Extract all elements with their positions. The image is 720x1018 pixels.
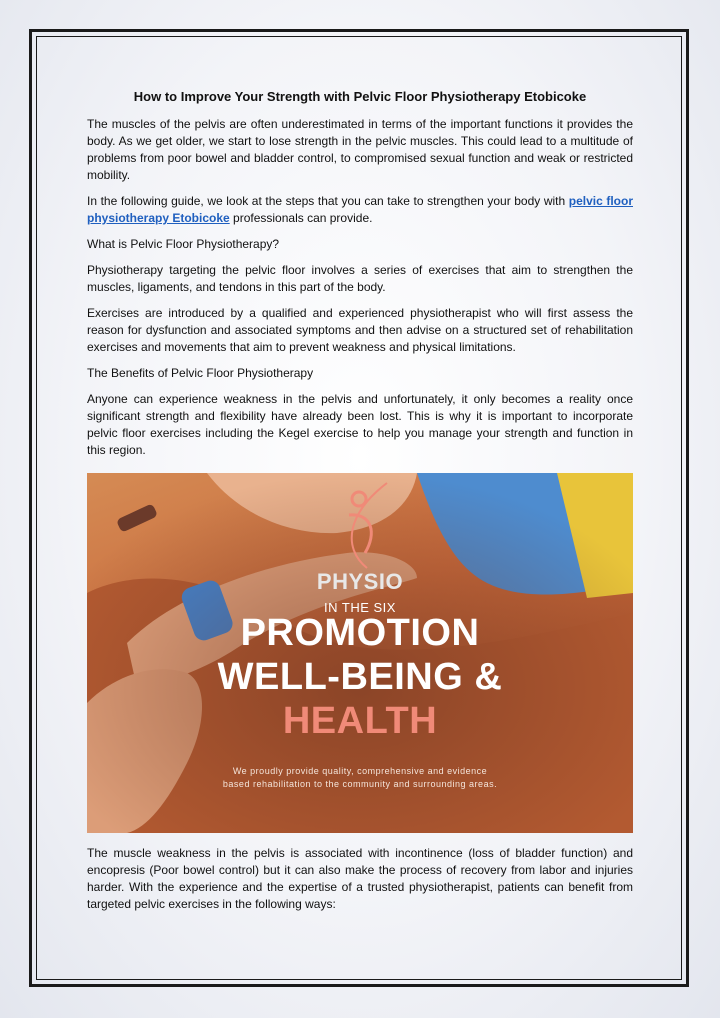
poster-line-promotion: PROMOTION <box>240 612 480 654</box>
paragraph-exercises: Exercises are introduced by a qualified and experienced physiotherapist who will first assess the reason for dysfunction and associated symptoms and then advise on a structured set of rehabilitation exercises and movements that aim to prevent weakness and physical limitations. <box>87 306 633 354</box>
guide-text-after: professionals can provide. <box>229 211 373 225</box>
promotion-poster-image <box>87 473 633 833</box>
paragraph-guide <box>87 193 633 227</box>
article <box>87 88 633 922</box>
heading-what-is: What is Pelvic Floor Physiotherapy? <box>87 237 280 251</box>
poster-tagline-1: We proudly provide quality, comprehensive and evidence <box>232 766 488 776</box>
article-title: How to Improve Your Strength with Pelvic Floor Physiotherapy Etobicoke <box>133 89 587 104</box>
paragraph-weakness: Anyone can experience weakness in the pelvis and unfortunately, it only becomes a reality once significant strength and flexibility have already been lost. This is why it is important to incorporate pelvic floor exercises including the Kegel exercise to help you manage your strength and function in this region. <box>87 392 633 457</box>
poster-tagline-2: based rehabilitation to the community and surrounding areas. <box>222 779 498 789</box>
poster-line-health: HEALTH <box>282 700 438 742</box>
paragraph-definition: Physiotherapy targeting the pelvic floor involves a series of exercises that aim to strengthen the muscles, ligaments, and tendons in this part of the body. <box>87 263 633 294</box>
poster-brand: PHYSIO <box>316 569 404 594</box>
heading-benefits: The Benefits of Pelvic Floor Physiotherapy <box>87 366 314 380</box>
poster-brand-sub: IN THE SIX <box>324 600 396 615</box>
paragraph-intro: The muscles of the pelvis are often underestimated in terms of the important functions it provides the body. As we get older, we start to lose strength in the pelvic muscles. This could lead to a multitude of problems from poor bowel and bladder control, to compromised sexual function and weak or restricted mobility. <box>87 117 633 182</box>
pelvic-floor-physiotherapy-link[interactable]: pelvic floor physiotherapy Etobicoke <box>87 194 633 225</box>
poster-line-wellbeing: WELL-BEING & <box>217 656 503 698</box>
paragraph-muscle-weakness: The muscle weakness in the pelvis is associated with incontinence (loss of bladder function) and encopresis (Poor bowel control) but it can also make the process of recovery from labor and injuries harder. With the experience and the expertise of a trusted physiotherapist, patients can benefit from targeted pelvic exercises in the following ways: <box>87 846 633 911</box>
guide-text-before: In the following guide, we look at the steps that you can take to strengthen your body with <box>87 194 569 208</box>
